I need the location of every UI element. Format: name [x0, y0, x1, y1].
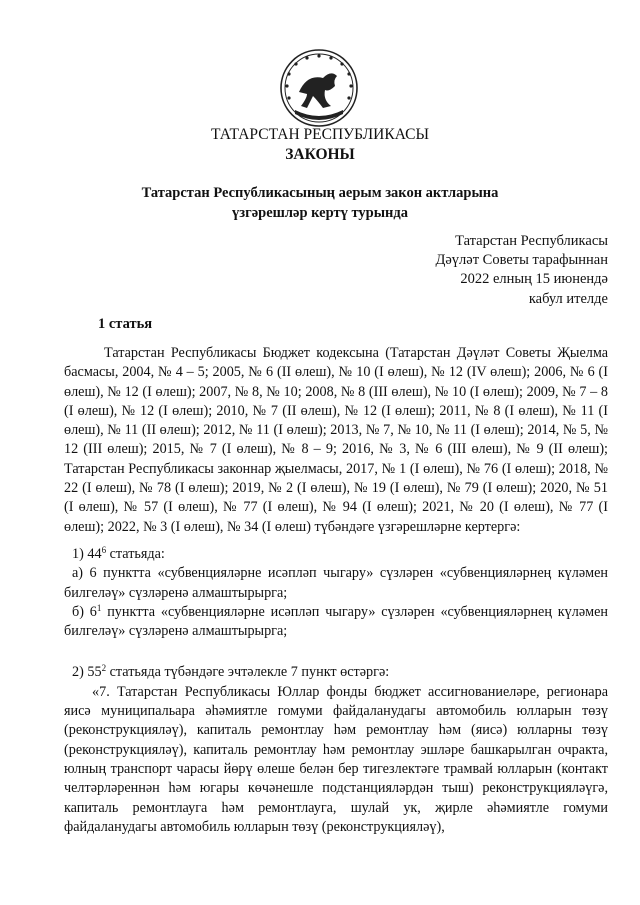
state-name: ТАТАРСТАН РЕСПУБЛИКАСЫ	[211, 126, 429, 143]
item-2	[64, 663, 608, 682]
item-1	[64, 545, 608, 564]
item-1-prefix: 1) 44	[72, 546, 102, 562]
item-2-sup: 2	[101, 663, 107, 674]
amendment-list	[64, 545, 608, 837]
adoption-line1: Татарстан Республикасы	[455, 233, 608, 249]
emblem-icon	[279, 48, 359, 128]
item-1-suffix: статьяда:	[106, 546, 165, 562]
item-2-suffix: статьяда түбәндәге эчтәлекле 7 пункт өстәргә:	[106, 664, 390, 681]
adoption-note	[435, 232, 608, 309]
law-title-line2: үзгәрешләр кертү турында	[232, 205, 408, 221]
item-2-prefix: 2) 55	[72, 664, 102, 681]
adoption-line2: Дәүләт Советы тарафыннан	[435, 252, 608, 269]
item-1-b	[64, 603, 608, 642]
item-1-sup: 6	[101, 545, 107, 555]
item-1-b-suffix: пунктта «субвенцияләрне исәпләп чыгару» сүзләрен «субвенцияләрнең күләмен билгеләү» сүзләренә алмаштырырга;	[64, 603, 608, 640]
law-title-line1: Татарстан Республикасының аерым закон актларына	[141, 185, 499, 201]
adoption-line4: кабул ителде	[528, 290, 608, 307]
adoption-line3: 2022 елның 15 июнендә	[460, 271, 608, 288]
republic-emblem	[279, 48, 359, 128]
item-2-quote: «7. Татарстан Республикасы Юллар фонды бюджет ассигнованиеләре, регионара яисә муниципальара әһәмиятле гомуми файдаланудагы автомобиль юлларын төзү (реконструкцияләү), капиталь ремонтлау һәм ремонтлау һәм (яисә) юлларны төзү (реконструкцияләү), капиталь ремонтлау һәм ремонтлау эшләре башкарылган очракта, юлның транспорт чарасы йөрү өлеше белән бер тигезлектәге трамвай юлларын (контакт челтәрләреннән һәм югары көчәнешле подстанцияләрдән тыш) реконструкцияләүгә, капиталь ремонтлауга һәм ремонтлауга, шулай ук, җирле әһәмиятле гомуми файдаланудагы автомобиль юлларын төзү (реконструкцияләү),	[64, 683, 608, 835]
intro-paragraph: Татарстан Республикасы Бюджет кодексына (Татарстан Дәүләт Советы Җыелма басмасы, 2004, № 4 – 5; 2005, № 6 (II өлеш), № 10 (I өлеш), № 12 (IV өлеш); 2006, № 6 (I өлеш), № 12 (I өлеш); 2007, № 8, № 10; 2008, № 8 (III өлеш), № 10 (I өлеш); 2009, № 7 – 8 (I өлеш), № 12 (I өлеш); 2010, № 7 (II өлеш), № 12 (I өлеш); 2011, № 8 (I өлеш), № 11 (I өлеш), № 11 (II өлеш); 2012, № 11 (I өлеш); 2013, № 7, № 10, № 11 (I өлеш); 2014, № 5, № 12 (III өлеш); 2015, № 7 (I өлеш), № 8 – 9; 2016, № 3, № 6 (III өлеш), № 9 (II өлеш); Татарстан Республикасы законнар җыелмасы, 2017, № 1 (I өлеш), № 76 (I өлеш); 2018, № 22 (I өлеш), № 78 (I өлеш); 2019, № 2 (I өлеш), № 19 (I өлеш), № 79 (I өлеш); 2020, № 51 (I өлеш), № 57 (I өлеш), № 77 (I өлеш), № 94 (I өлеш); 2021, № 20 (I өлеш), № 77 (I өлеш); 2022, № 3 (I өлеш), № 34 (I өлеш) түбәндәге үзгәрешләрне кертергә:	[64, 345, 608, 535]
article-intro	[64, 344, 608, 537]
item-1-b-prefix: б) 6	[72, 603, 97, 620]
item-1-b-sup: 1	[96, 602, 102, 613]
law-title	[0, 183, 640, 223]
law-word: ЗАКОНЫ	[285, 146, 355, 163]
article-heading: 1 статья	[98, 316, 153, 332]
item-1-a: а) 6 пунктта «субвенцияләрне исәпләп чыгару» сүзләрен «субвенцияләрнең күләмен билгеләү» сүзләренә алмаштырырга;	[64, 565, 608, 601]
